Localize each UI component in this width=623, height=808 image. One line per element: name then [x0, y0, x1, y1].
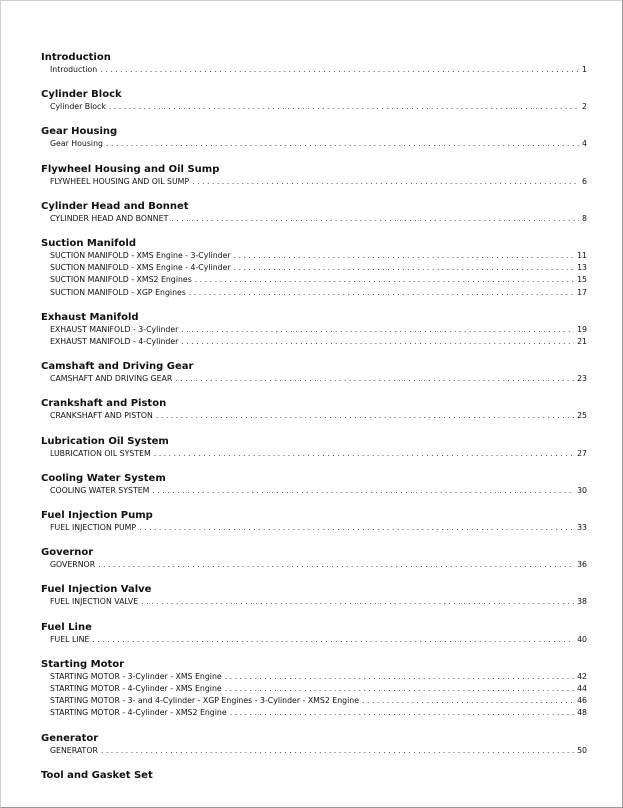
toc-entry[interactable]: [41, 683, 587, 695]
dot-leader: [234, 250, 574, 262]
entry-label: GENERATOR: [50, 745, 98, 755]
page-number: 42: [577, 671, 587, 681]
toc-entry[interactable]: [41, 138, 587, 150]
dot-leader: [156, 410, 574, 422]
entry-label: FLYWHEEL HOUSING AND OIL SUMP: [50, 176, 190, 186]
dot-leader: [192, 176, 579, 188]
section-title: Fuel Injection Valve: [41, 584, 152, 596]
toc-section: [41, 237, 587, 299]
section-title: Cylinder Head and Bonnet: [41, 200, 189, 212]
page-number: 4: [582, 139, 587, 149]
toc-entry[interactable]: [41, 213, 587, 225]
toc-section: [41, 658, 587, 720]
toc-section: [41, 621, 587, 646]
page-number: 36: [577, 560, 587, 570]
page-number: 25: [577, 411, 587, 421]
entry-label: STARTING MOTOR - 3-Cylinder - XMS Engine: [50, 671, 222, 681]
entry-label: SUCTION MANIFOLD - XMS Engine - 4-Cylinder: [50, 263, 231, 273]
toc-section: [41, 546, 587, 571]
page-number: 38: [577, 597, 587, 607]
entry-label: SUCTION MANIFOLD - XMS Engine - 3-Cylinder: [50, 251, 231, 261]
toc-section: [41, 125, 587, 150]
dot-leader: [195, 274, 574, 286]
toc-section: [41, 509, 587, 534]
toc-entry[interactable]: [41, 101, 587, 113]
section-title: Fuel Line: [41, 621, 92, 633]
dot-leader: [189, 287, 574, 299]
toc-entry[interactable]: [41, 324, 587, 336]
toc-entry[interactable]: [41, 64, 587, 76]
toc-section: [41, 435, 587, 460]
entry-label: EXHAUST MANIFOLD - 3-Cylinder: [50, 324, 179, 334]
page-number: 46: [577, 696, 587, 706]
page-number: 33: [577, 523, 587, 533]
entry-label: GOVERNOR: [50, 560, 96, 570]
toc-entry[interactable]: [41, 707, 587, 719]
dot-leader: [181, 336, 574, 348]
toc-entry[interactable]: [41, 634, 587, 646]
page-number: 6: [582, 176, 587, 186]
entry-label: CAMSHAFT AND DRIVING GEAR: [50, 374, 173, 384]
entry-label: SUCTION MANIFOLD - XGP Engines: [50, 287, 186, 297]
toc-entry[interactable]: [41, 410, 587, 422]
page-number: 23: [577, 374, 587, 384]
toc-section: [41, 732, 587, 757]
dot-leader: [101, 745, 574, 757]
toc-section: [41, 360, 587, 385]
toc-section: [41, 769, 587, 782]
entry-label: COOLING WATER SYSTEM: [50, 485, 150, 495]
toc-section: [41, 200, 587, 225]
page-number: 21: [577, 337, 587, 347]
toc-section: [41, 51, 587, 76]
toc-entry[interactable]: [41, 274, 587, 286]
page-number: 48: [577, 708, 587, 718]
toc-entry[interactable]: [41, 287, 587, 299]
dot-leader: [139, 522, 574, 534]
page-number: 1: [582, 65, 587, 74]
toc-section: [41, 88, 587, 113]
section-title: Generator: [41, 732, 99, 744]
toc-entry[interactable]: [41, 336, 587, 348]
section-title: Governor: [41, 547, 94, 559]
dot-leader: [230, 707, 574, 719]
page-number: 27: [577, 448, 587, 458]
section-title: Starting Motor: [41, 658, 125, 670]
entry-label: FUEL LINE: [50, 634, 90, 644]
toc-entry[interactable]: [41, 671, 587, 683]
section-title: Lubrication Oil System: [41, 435, 169, 447]
page-number: 19: [577, 324, 587, 334]
section-title: Fuel Injection Pump: [41, 510, 153, 522]
page-number: 11: [577, 251, 587, 261]
dot-leader: [92, 634, 574, 646]
dot-leader: [98, 559, 574, 571]
entry-label: FUEL INJECTION VALVE: [50, 597, 139, 607]
entry-label: Cylinder Block: [50, 102, 106, 112]
entry-label: Gear Housing: [50, 139, 103, 149]
section-title: Flywheel Housing and Oil Sump: [41, 163, 220, 175]
entry-label: CRANKSHAFT AND PISTON: [50, 411, 153, 421]
dot-leader: [225, 683, 574, 695]
section-title: Gear Housing: [41, 126, 118, 138]
page-number: 8: [582, 213, 587, 223]
dot-leader: [141, 596, 574, 608]
page-number: 2: [582, 102, 587, 112]
toc-entry[interactable]: [41, 262, 587, 274]
dot-leader: [362, 695, 574, 707]
toc-entry[interactable]: [41, 176, 587, 188]
entry-label: CYLINDER HEAD AND BONNET: [50, 213, 169, 223]
section-title: Cylinder Block: [41, 89, 122, 101]
toc-entry[interactable]: [41, 373, 587, 385]
section-title: Crankshaft and Piston: [41, 398, 167, 410]
section-title: Tool and Gasket Set: [41, 769, 153, 781]
dot-leader: [225, 671, 574, 683]
toc-section: [41, 472, 587, 497]
page-number: 15: [577, 275, 587, 285]
page-number: 44: [577, 684, 587, 694]
section-title: Introduction: [41, 52, 111, 63]
toc-entry[interactable]: [41, 522, 587, 534]
table-of-contents: [41, 51, 587, 794]
toc-entry[interactable]: [41, 559, 587, 571]
page-number: 30: [577, 485, 587, 495]
dot-leader: [154, 448, 574, 460]
dot-leader: [109, 101, 579, 113]
toc-entry[interactable]: [41, 448, 587, 460]
entry-label: Introduction: [50, 65, 98, 74]
page-number: 17: [577, 287, 587, 297]
entry-label: FUEL INJECTION PUMP: [50, 523, 137, 533]
toc-section: [41, 311, 587, 348]
entry-label: STARTING MOTOR - 3- and 4-Cylinder - XGP Engines - 3-Cylinder - XMS2 Engine: [50, 696, 360, 706]
page-number: 13: [577, 263, 587, 273]
toc-entry[interactable]: [41, 745, 587, 757]
section-title: Suction Manifold: [41, 238, 136, 250]
dot-leader: [171, 213, 579, 225]
dot-leader: [181, 324, 574, 336]
entry-label: SUCTION MANIFOLD - XMS2 Engines: [50, 275, 192, 285]
page-number: 50: [577, 745, 587, 755]
toc-section: [41, 583, 587, 608]
dot-leader: [152, 485, 574, 497]
dot-leader: [234, 262, 574, 274]
toc-entry[interactable]: [41, 695, 587, 707]
section-title: Exhaust Manifold: [41, 311, 139, 323]
entry-label: STARTING MOTOR - 4-Cylinder - XMS Engine: [50, 684, 222, 694]
entry-label: STARTING MOTOR - 4-Cylinder - XMS2 Engine: [50, 708, 227, 718]
entry-label: LUBRICATION OIL SYSTEM: [50, 448, 151, 458]
dot-leader: [106, 138, 579, 150]
section-title: Cooling Water System: [41, 472, 166, 484]
toc-entry[interactable]: [41, 596, 587, 608]
section-title: Camshaft and Driving Gear: [41, 361, 194, 373]
dot-leader: [175, 373, 574, 385]
toc-section: [41, 163, 587, 188]
page-number: 40: [577, 634, 587, 644]
entry-label: EXHAUST MANIFOLD - 4-Cylinder: [50, 337, 179, 347]
dot-leader: [100, 64, 579, 76]
toc-entry[interactable]: [41, 250, 587, 262]
toc-entry[interactable]: [41, 485, 587, 497]
toc-section: [41, 397, 587, 422]
